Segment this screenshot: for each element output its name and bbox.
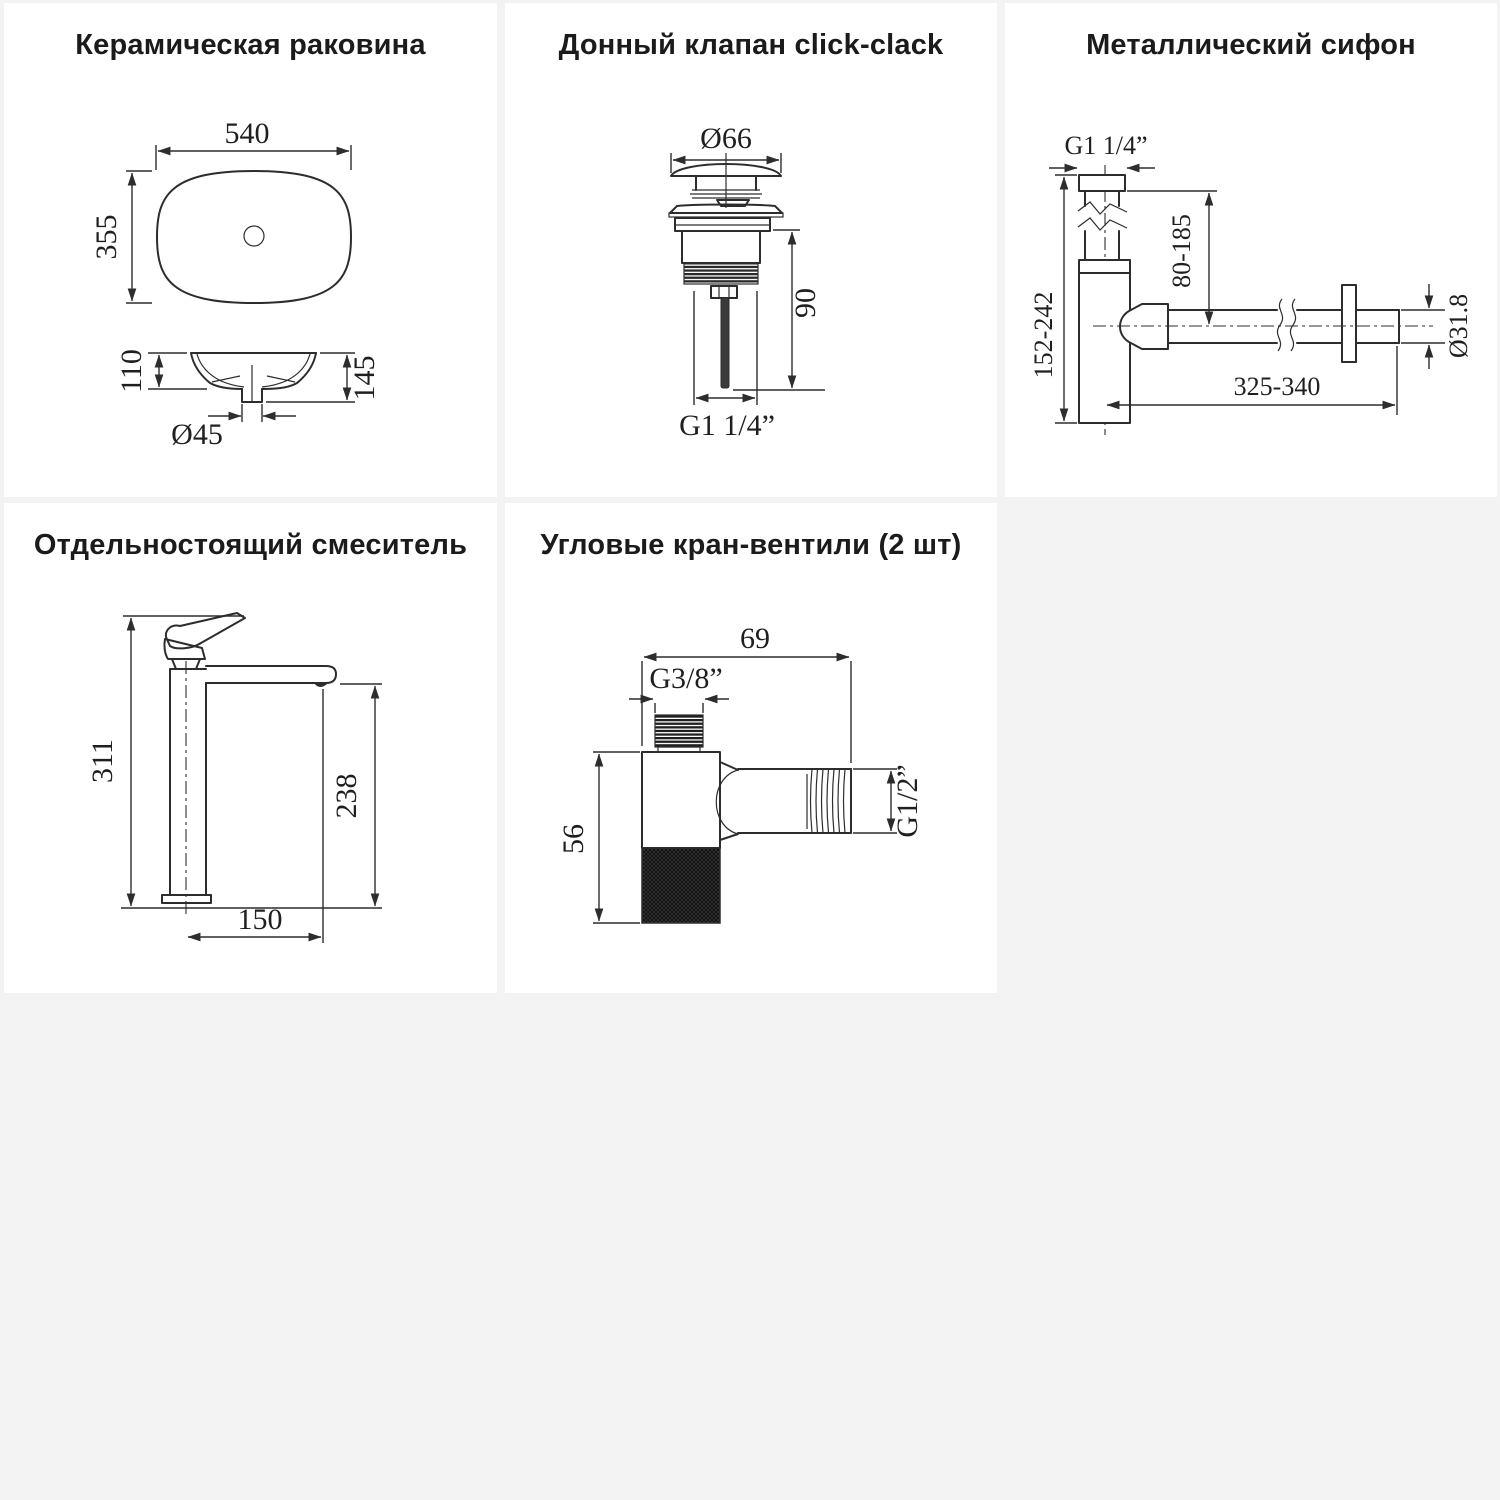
dim-label-height-range: 152-242 xyxy=(1029,291,1058,379)
dim-label-body-height: 56 xyxy=(557,824,590,854)
outlet-thread-coils xyxy=(808,769,851,833)
dimension-height-range xyxy=(1029,175,1077,423)
dim-label-spout-height: 238 xyxy=(330,773,363,819)
pipe-break-mark xyxy=(1078,218,1127,230)
dim-label-inlet-depth: 80-185 xyxy=(1167,214,1196,288)
freestanding-mixer-drawing xyxy=(4,503,497,993)
dimension-depth xyxy=(90,171,152,303)
dimension-inlet-thread xyxy=(1049,131,1155,168)
wall-flange xyxy=(1342,285,1356,362)
dimension-width xyxy=(156,117,351,170)
ceramic-sink-drawing xyxy=(4,3,497,497)
dimension-spout-height xyxy=(330,684,382,906)
dim-label-inlet-thread: G3/8” xyxy=(649,662,723,695)
dim-label-width: 540 xyxy=(224,117,270,150)
dimension-spout-reach xyxy=(188,689,323,943)
panel-ceramic-sink xyxy=(4,3,497,497)
dimension-total-height xyxy=(86,616,244,906)
metal-siphon-drawing xyxy=(1005,3,1497,497)
valve-body xyxy=(642,715,851,923)
pipe-break-mark xyxy=(1277,299,1282,351)
dim-label-thread: G1 1/4” xyxy=(679,409,775,442)
panel-title: Донный клапан click-clack xyxy=(558,29,944,61)
dimension-body-height xyxy=(557,752,640,923)
drain-hole xyxy=(244,226,264,246)
knurled-handle xyxy=(642,848,720,923)
aerator xyxy=(314,683,328,687)
panel-title: Угловые кран-вентили (2 шт) xyxy=(540,529,962,561)
panel-click-clack-valve xyxy=(505,3,997,497)
dimension-inlet-thread xyxy=(629,662,729,713)
dim-label-total-height: 311 xyxy=(86,739,119,783)
dimension-rim-height xyxy=(115,349,207,393)
dim-label-spout-reach: 150 xyxy=(237,903,283,936)
dim-label-body-length: 69 xyxy=(740,622,770,655)
pipe-break-mark xyxy=(1290,299,1295,351)
dimension-drain xyxy=(171,404,296,451)
dim-label-outlet-thread: G1/2” xyxy=(891,764,924,838)
dim-label-depth: 355 xyxy=(90,214,123,260)
thread-section xyxy=(684,263,758,284)
dim-label-total-height: 145 xyxy=(348,355,381,401)
mixer-body xyxy=(162,613,336,914)
dim-label-rim-height: 110 xyxy=(115,349,148,393)
dimension-outlet-thread xyxy=(853,764,924,837)
sink-side-view xyxy=(191,353,316,402)
dim-label-length-range: 325-340 xyxy=(1233,372,1321,401)
panel-title: Металлический сифон xyxy=(1086,29,1416,61)
panel-freestanding-mixer xyxy=(4,503,497,993)
panel-metal-siphon xyxy=(1005,3,1497,497)
dimension-total-height xyxy=(266,353,381,402)
dim-label-drain: Ø45 xyxy=(171,418,223,451)
click-clack-valve-drawing xyxy=(505,3,997,497)
panel-title: Керамическая раковина xyxy=(75,29,426,61)
valve-body xyxy=(669,153,783,388)
angle-valves-drawing xyxy=(505,503,997,993)
panel-title: Отдельностоящий смеситель xyxy=(33,529,468,561)
dimension-body-height xyxy=(733,230,825,390)
dim-label-cap-diameter: Ø66 xyxy=(700,122,752,155)
panel-angle-valves xyxy=(505,503,997,993)
dim-label-pipe-diameter: Ø31.8 xyxy=(1444,293,1473,359)
valve-rod xyxy=(721,298,729,388)
dim-label-inlet-thread: G1 1/4” xyxy=(1064,131,1148,160)
sink-top-view xyxy=(157,171,351,303)
dim-label-body-height: 90 xyxy=(789,288,822,318)
spout xyxy=(206,666,336,683)
inlet-thread-section xyxy=(655,715,703,747)
